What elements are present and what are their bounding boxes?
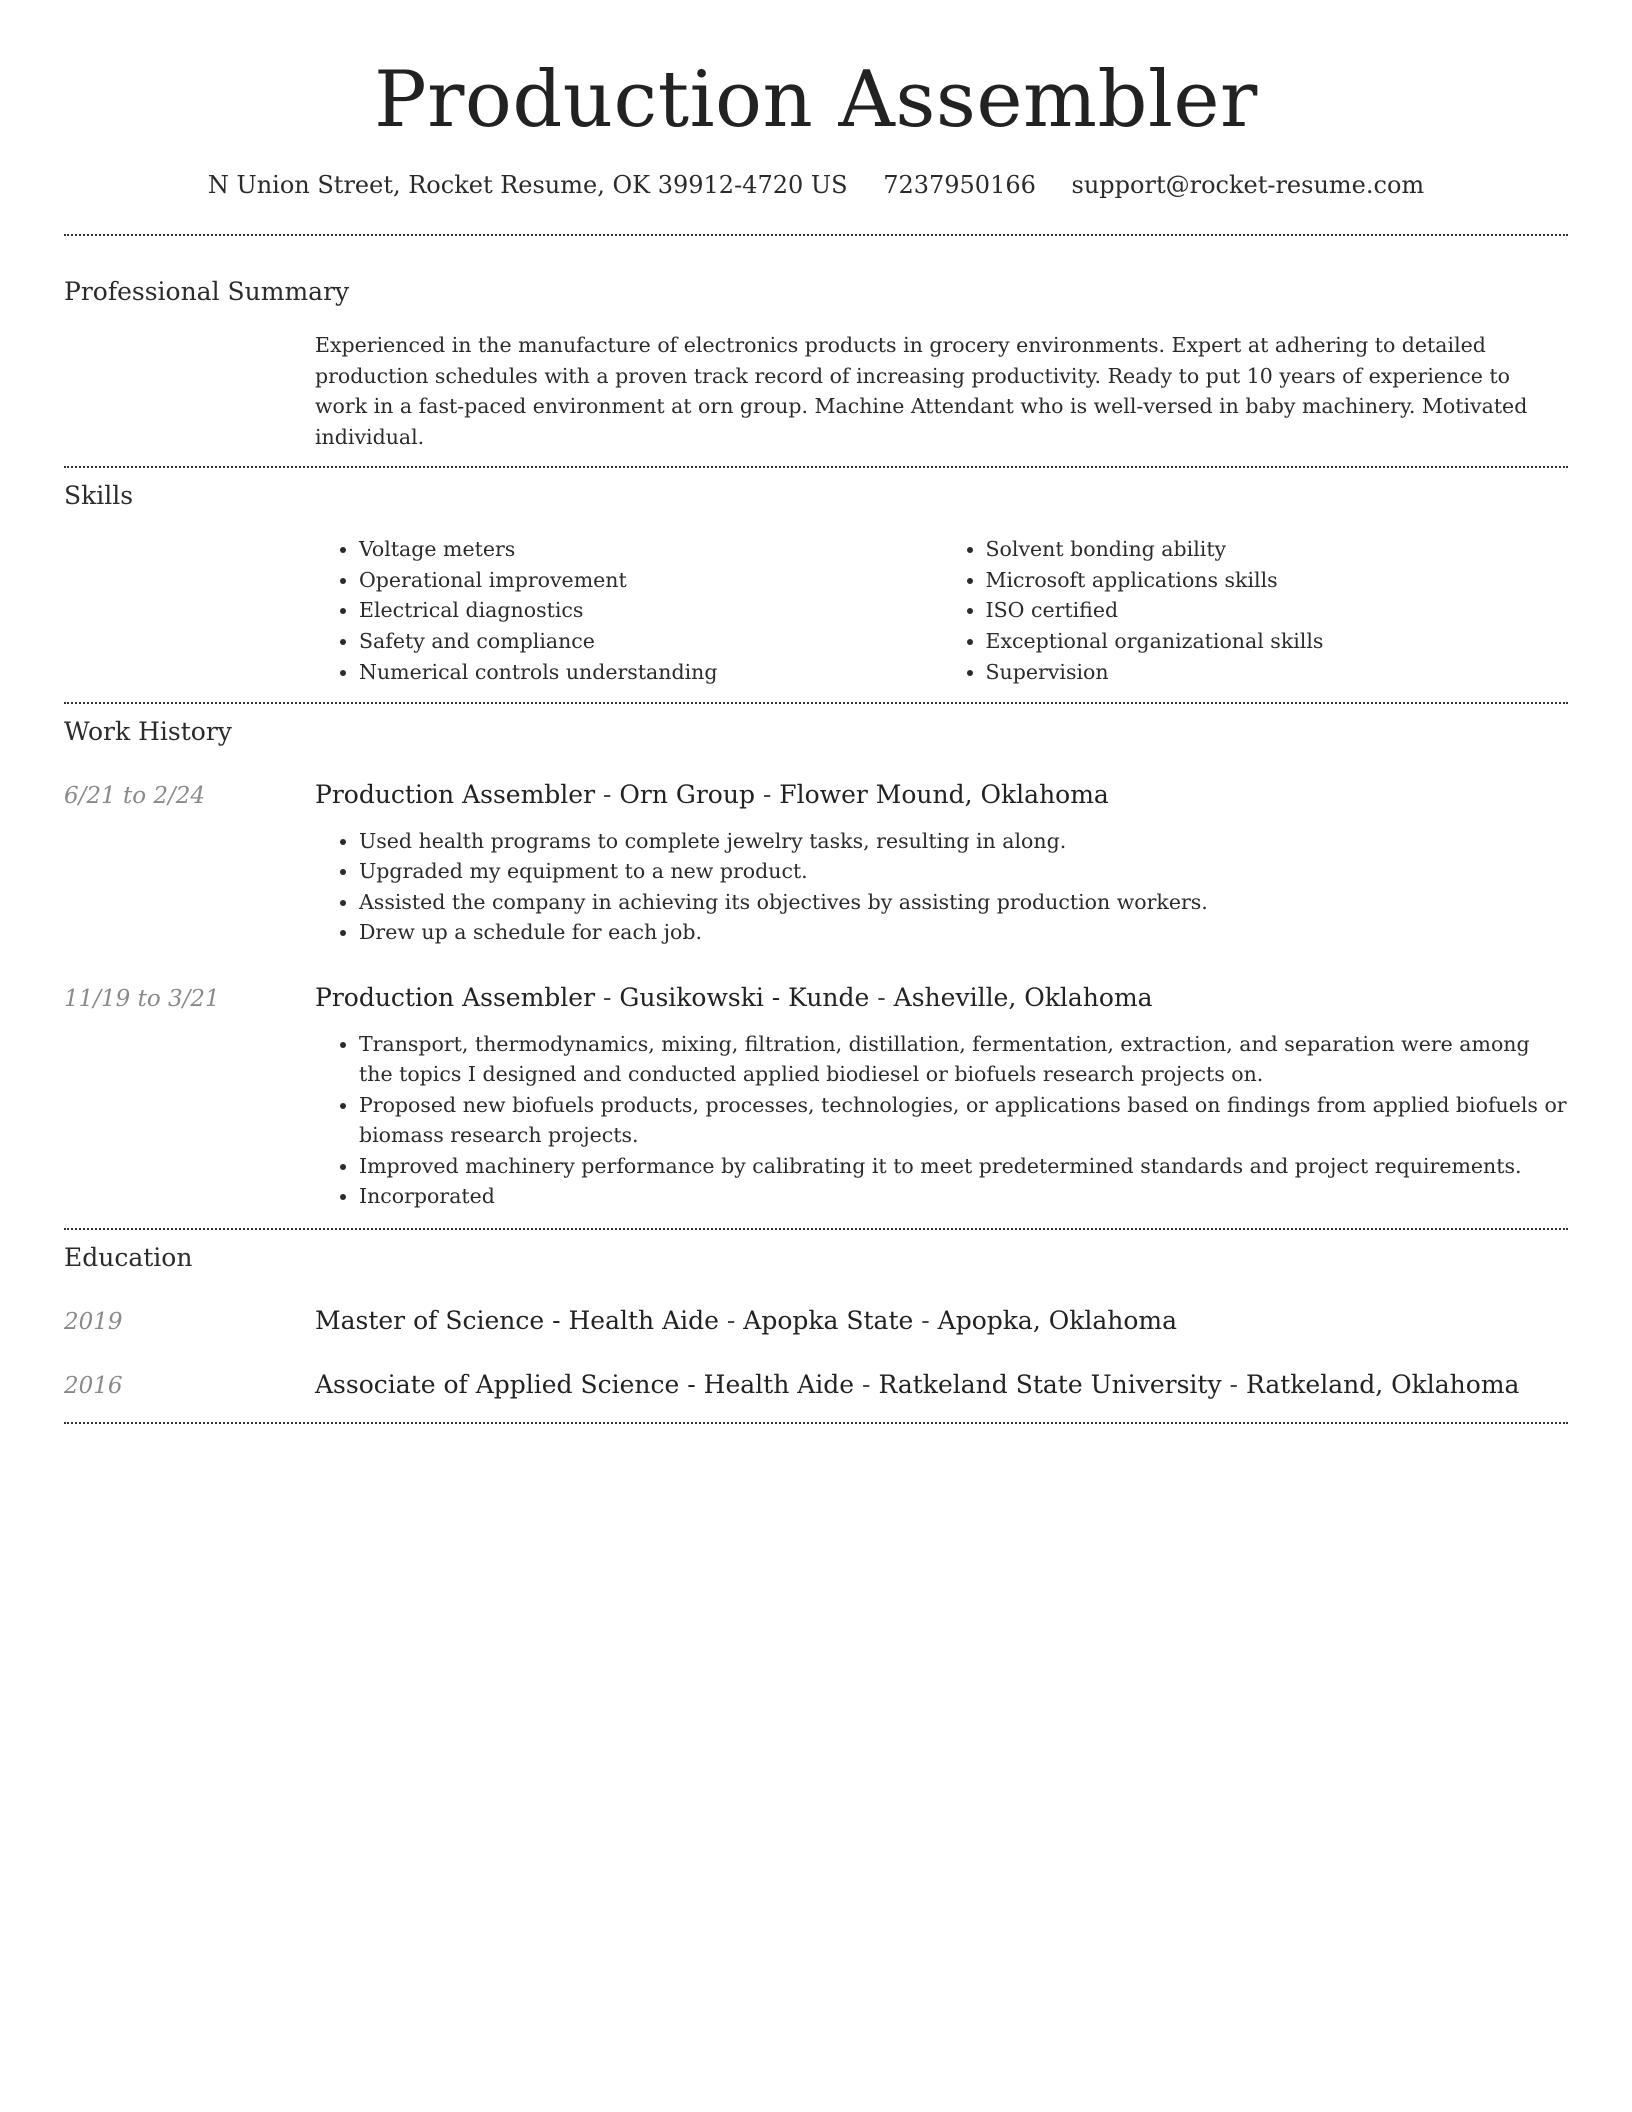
education-year: 2016	[64, 1372, 123, 1399]
skill-item: • Numerical controls understanding	[359, 657, 942, 688]
job-bullet: • Assisted the company in achieving its objectives by assisting production workers.	[359, 887, 1568, 918]
job-role: Production Assembler	[315, 779, 596, 809]
skill-item: • Solvent bonding ability	[986, 534, 1569, 565]
separator: -	[595, 982, 620, 1012]
education-school: Apopka State	[743, 1305, 914, 1335]
contact-phone: 7237950166	[883, 171, 1036, 199]
job-entry	[64, 981, 1568, 1015]
job-entry	[64, 778, 1568, 812]
candidate-name: Production Assembler	[374, 55, 1258, 145]
education-degree: Associate of Applied Science - Health Aide	[315, 1369, 855, 1399]
summary-section-title: Professional Summary	[64, 277, 350, 306]
contact-line	[64, 168, 1568, 202]
section-divider	[64, 1422, 1568, 1424]
skill-item: • Operational improvement	[359, 565, 942, 596]
job-dates: 6/21 to 2/24	[64, 782, 206, 809]
contact-address: N Union Street, Rocket Resume, OK 39912-4720 US	[207, 171, 848, 199]
contact-email[interactable]: support@rocket-resume.com	[1071, 171, 1425, 199]
education-location: Ratkeland, Oklahoma	[1245, 1369, 1520, 1399]
separator: -	[913, 1305, 938, 1335]
section-divider	[64, 702, 1568, 704]
job-bullet: • Improved machinery performance by calibrating it to meet predetermined standards and project requirements.	[359, 1151, 1568, 1182]
job-bullets	[315, 826, 1568, 948]
section-divider	[64, 234, 1568, 236]
skill-item: • Microsoft applications skills	[986, 565, 1569, 596]
separator: -	[595, 779, 620, 809]
job-bullet: • Used health programs to complete jewelry tasks, resulting in along.	[359, 826, 1568, 857]
job-company: Gusikowski - Kunde	[619, 982, 870, 1012]
job-dates: 11/19 to 3/21	[64, 985, 220, 1012]
job-bullet: • Incorporated	[359, 1181, 1568, 1212]
work-section-title: Work History	[64, 716, 232, 746]
skill-item: • Electrical diagnostics	[359, 595, 942, 626]
job-role: Production Assembler	[315, 982, 596, 1012]
skills-section-title: Skills	[64, 481, 134, 510]
job-bullets	[315, 1029, 1568, 1212]
job-company: Orn Group	[619, 779, 755, 809]
skill-item: • Voltage meters	[359, 534, 942, 565]
job-bullet: • Upgraded my equipment to a new product.	[359, 856, 1568, 887]
skills-column-left	[315, 534, 942, 688]
job-heading	[315, 778, 1109, 812]
resume-page	[64, 0, 1568, 1424]
separator: -	[754, 779, 780, 809]
skill-item: • Supervision	[986, 657, 1569, 688]
education-year: 2019	[64, 1308, 123, 1335]
education-entry	[64, 1368, 1568, 1402]
job-location: Asheville, Oklahoma	[893, 982, 1153, 1012]
job-bullet: • Transport, thermodynamics, mixing, filtration, distillation, fermentation, extraction, and separation were among the topics I designed and conducted applied biodiesel or biofuels research projects on.	[359, 1029, 1568, 1090]
job-location: Flower Mound, Oklahoma	[779, 779, 1109, 809]
job-heading	[315, 981, 1153, 1015]
skills-list	[315, 534, 1568, 688]
education-school: Ratkeland State University	[878, 1369, 1222, 1399]
education-heading	[315, 1368, 1519, 1402]
education-degree: Master of Science - Health Aide	[315, 1305, 719, 1335]
summary-text: Experienced in the manufacture of electronics products in grocery environments. Expert at adhering to detailed production schedules with a proven track record of increasing productivity. Ready to put 10 years of experience to work in a fast-paced environment at orn group. Machine Attendant who is well-versed in baby machinery. Motivated individual.	[315, 333, 1528, 449]
job-bullet: • Proposed new biofuels products, processes, technologies, or applications based on findings from applied biofuels or biomass research projects.	[359, 1090, 1568, 1151]
separator: -	[869, 982, 894, 1012]
section-divider	[64, 466, 1568, 468]
skill-item: • Safety and compliance	[359, 626, 942, 657]
skill-item: • Exceptional organizational skills	[986, 626, 1569, 657]
education-location: Apopka, Oklahoma	[937, 1305, 1178, 1335]
education-section-title: Education	[64, 1242, 193, 1272]
separator: -	[718, 1305, 744, 1335]
skill-item: • ISO certified	[986, 595, 1569, 626]
separator: -	[854, 1369, 879, 1399]
skills-column-right	[942, 534, 1569, 688]
section-divider	[64, 1228, 1568, 1230]
separator: -	[1221, 1369, 1246, 1399]
education-heading	[315, 1304, 1177, 1338]
education-entry	[64, 1304, 1568, 1338]
job-bullet: • Drew up a schedule for each job.	[359, 917, 1568, 948]
